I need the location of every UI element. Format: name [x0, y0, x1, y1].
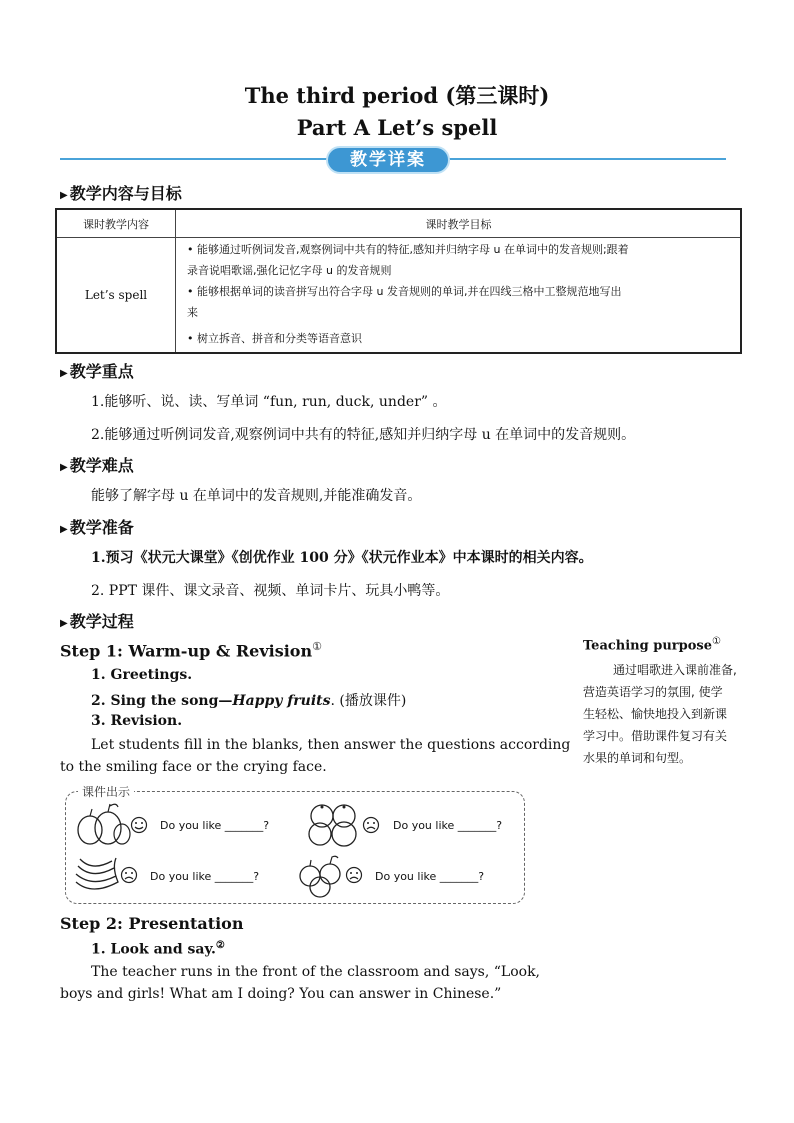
preparation-line: 1.预习《状元大课堂》《创优作业 100 分》《状元作业本》中本课时的相关内容。 [91, 550, 593, 566]
section-heading-difficulties: ▶ 教学难点 [60, 456, 134, 475]
bananas-icon [72, 852, 122, 898]
key-point-line: 1.能够听、说、读、写单词 “fun, run, duck, under” 。 [91, 394, 447, 410]
question-text: Do you like _______? [375, 870, 485, 883]
crying-face-icon [345, 866, 363, 884]
difficulty-line: 能够了解字母 u 在单词中的发音规则,并能准确发音。 [91, 488, 422, 504]
side-note-line: 营造英语学习的氛围, 使学 [583, 685, 723, 699]
footnote-mark: ① [312, 640, 322, 653]
table-goal-line: 录音说唱歌谣,强化记忆字母 u 的发音规则 [187, 264, 392, 277]
triangle-bullet-icon: ▶ [60, 190, 68, 201]
triangle-bullet-icon: ▶ [60, 462, 68, 473]
step2-paragraph: The teacher runs in the front of the classroom and says, “Look, [91, 964, 541, 980]
section-heading-key-points: ▶ 教学重点 [60, 362, 134, 381]
oranges-icon [304, 800, 364, 848]
section-heading-content-goals: ▶ 教学内容与目标 [60, 184, 182, 203]
table-goal-line: • 能够通过听例词发音,观察例词中共有的特征,感知并归纳字母 u 在单词中的发音规则;跟着 [187, 243, 629, 256]
footnote-mark: ② [215, 940, 225, 951]
pears-icon [72, 800, 132, 846]
key-point-line: 2.能够通过听例词发音,观察例词中共有的特征,感知并归纳字母 u 在单词中的发音规则。 [91, 427, 636, 443]
step2-paragraph: boys and girls! What am I doing? You can answer in Chinese.” [60, 986, 502, 1002]
crying-face-icon [120, 866, 138, 884]
table-header-content: 课时教学内容 [83, 218, 149, 231]
triangle-bullet-icon: ▶ [60, 368, 68, 379]
smiling-face-icon [130, 816, 148, 834]
courseware-box [65, 791, 525, 904]
side-note-line: 通过唱歌进入课前准备, [613, 663, 737, 677]
table-goal-line: • 树立拆音、拼音和分类等语音意识 [187, 332, 362, 345]
apples-icon [296, 852, 346, 898]
side-note-line: 水果的单词和句型。 [583, 751, 692, 765]
question-text: Do you like _______? [150, 870, 260, 883]
crying-face-icon [362, 816, 380, 834]
table-goal-line: • 能够根据单词的读音拼写出符合字母 u 发音规则的单词,并在四线三格中工整规范地写出 [187, 285, 622, 298]
side-note-line: 学习中。借助课件复习有关 [583, 729, 728, 743]
table-cell-content: Let’s spell [84, 288, 148, 302]
preparation-line: 2. PPT 课件、课文录音、视频、单词卡片、玩具小鸭等。 [91, 583, 450, 599]
step2-item: 1. Look and say.② [91, 940, 225, 958]
step2-title: Step 2: Presentation [60, 914, 244, 933]
table-header-divider [57, 237, 740, 238]
table-goal-line: 来 [187, 306, 198, 319]
step1-item: 2. Sing the song—Happy fruits. (播放课件) [91, 693, 407, 709]
step1-paragraph: Let students fill in the blanks, then answer the questions according [91, 737, 571, 753]
page-title: The third period (第三课时) [244, 83, 550, 108]
section-banner: 教学详案 [326, 146, 450, 174]
triangle-bullet-icon: ▶ [60, 618, 68, 629]
table-header-goals: 课时教学目标 [425, 218, 492, 231]
side-note-title: Teaching purpose① [583, 636, 721, 654]
goals-table [55, 208, 742, 354]
question-text: Do you like _______? [160, 819, 270, 832]
step1-paragraph: to the smiling face or the crying face. [60, 759, 327, 775]
page-subtitle: Part A Let’s spell [296, 115, 498, 140]
courseware-label: 课件出示 [78, 783, 134, 800]
step1-title: Step 1: Warm-up & Revision① [60, 640, 322, 661]
step1-item: 3. Revision. [91, 713, 183, 729]
triangle-bullet-icon: ▶ [60, 524, 68, 535]
side-note-line: 生轻松、愉快地投入到新课 [583, 707, 728, 721]
step1-item: 1. Greetings. [91, 667, 193, 683]
section-heading-process: ▶ 教学过程 [60, 612, 134, 631]
question-text: Do you like _______? [393, 819, 503, 832]
section-heading-preparation: ▶ 教学准备 [60, 518, 134, 537]
